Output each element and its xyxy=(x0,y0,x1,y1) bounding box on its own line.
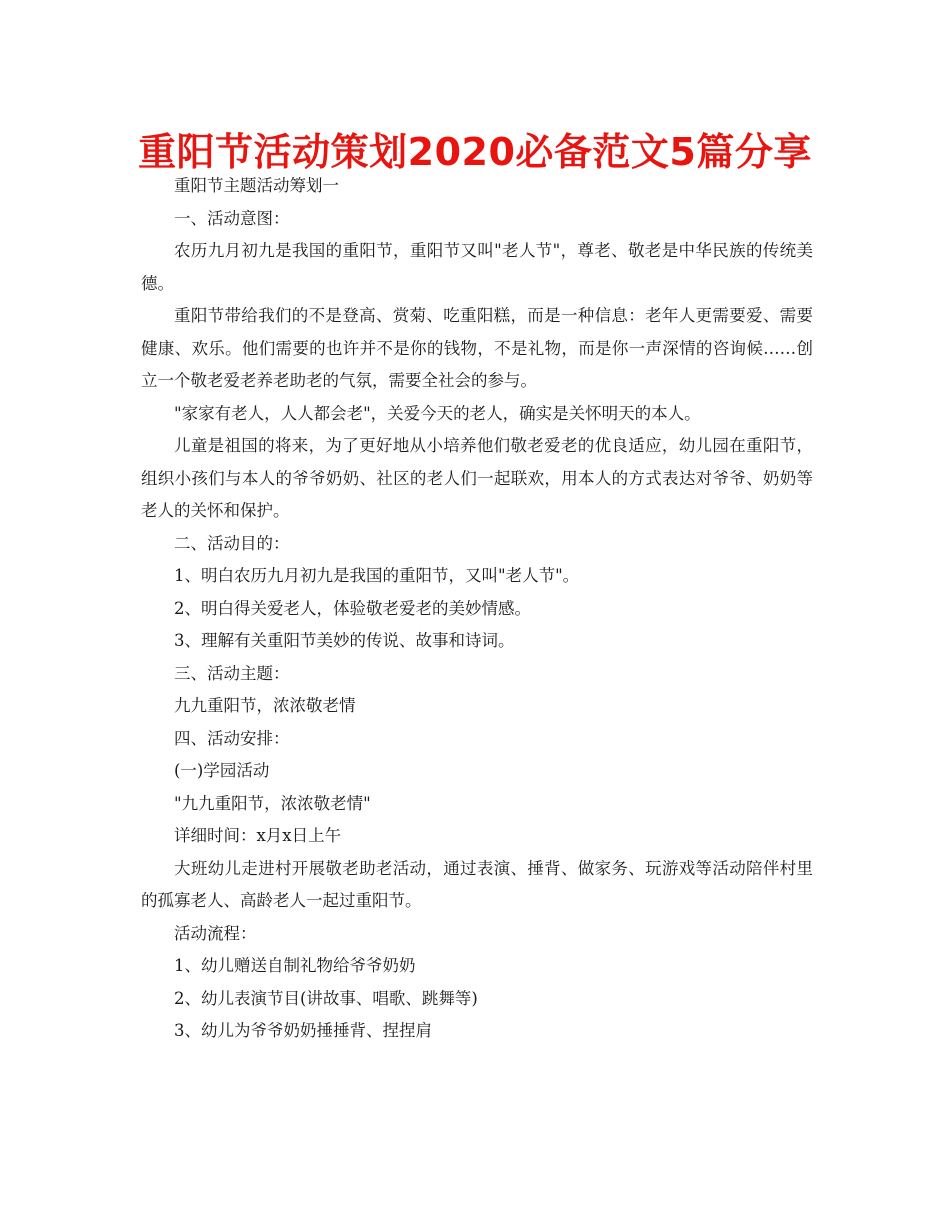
paragraph: 大班幼儿走进村开展敬老助老活动，通过表演、捶背、做家务、玩游戏等活动陪伴村里的孤寡老人、高龄老人一起过重阳节。 xyxy=(141,858,813,910)
section-heading: 四、活动安排： xyxy=(174,728,290,748)
list-item: 2、明白得关爱老人，体验敬老爱老的美妙情感。 xyxy=(174,598,531,618)
list-item: 1、明白农历九月初九是我国的重阳节，又叫"老人节"。 xyxy=(174,566,580,585)
document-body xyxy=(141,170,813,1048)
list-item: 1、幼儿赠送自制礼物给爷爷奶奶 xyxy=(174,956,416,975)
paragraph: 详细时间：x月x日上午 xyxy=(174,826,342,845)
list-item: 2、幼儿表演节目(讲故事、唱歌、跳舞等) xyxy=(174,988,478,1008)
paragraph: 活动流程： xyxy=(174,923,257,943)
paragraph: 重阳节带给我们的不是登高、赏菊、吃重阳糕，而是一种信息：老年人更需要爱、需要健康、欢乐。他们需要的也许并不是你的钱物，不是礼物，而是你一声深情的咨询候……创立一个敬老爱老养老助老的气氛，需要全社会的参与。 xyxy=(141,306,813,390)
section-heading: 一、活动意图： xyxy=(174,208,290,228)
list-item: 3、理解有关重阳节美妙的传说、故事和诗词。 xyxy=(174,631,515,650)
section-heading: 二、活动目的： xyxy=(174,533,290,553)
section-heading: 三、活动主题： xyxy=(174,663,290,683)
paragraph: "家家有老人，人人都会老"，关爱今天的老人，确实是关怀明天的本人。 xyxy=(174,403,701,423)
paragraph: "九九重阳节，浓浓敬老情" xyxy=(174,793,371,813)
paragraph: 九九重阳节，浓浓敬老情 xyxy=(174,696,356,715)
document-title: 重阳节活动策划2020必备范文5篇分享 xyxy=(138,130,812,174)
paragraph: 农历九月初九是我国的重阳节，重阳节又叫"老人节"，尊老、敬老是中华民族的传统美德。 xyxy=(141,241,813,293)
paragraph: 重阳节主题活动筹划一 xyxy=(174,176,339,195)
paragraph: 儿童是祖国的将来，为了更好地从小培养他们敬老爱老的优良适应，幼儿园在重阳节，组织小孩们与本人的爷爷奶奶、社区的老人们一起联欢，用本人的方式表达对爷爷、奶奶等老人的关怀和保护。 xyxy=(141,436,813,520)
subsection-heading: (一)学园活动 xyxy=(174,761,270,780)
list-item: 3、幼儿为爷爷奶奶捶捶背、捏捏肩 xyxy=(174,1021,432,1040)
